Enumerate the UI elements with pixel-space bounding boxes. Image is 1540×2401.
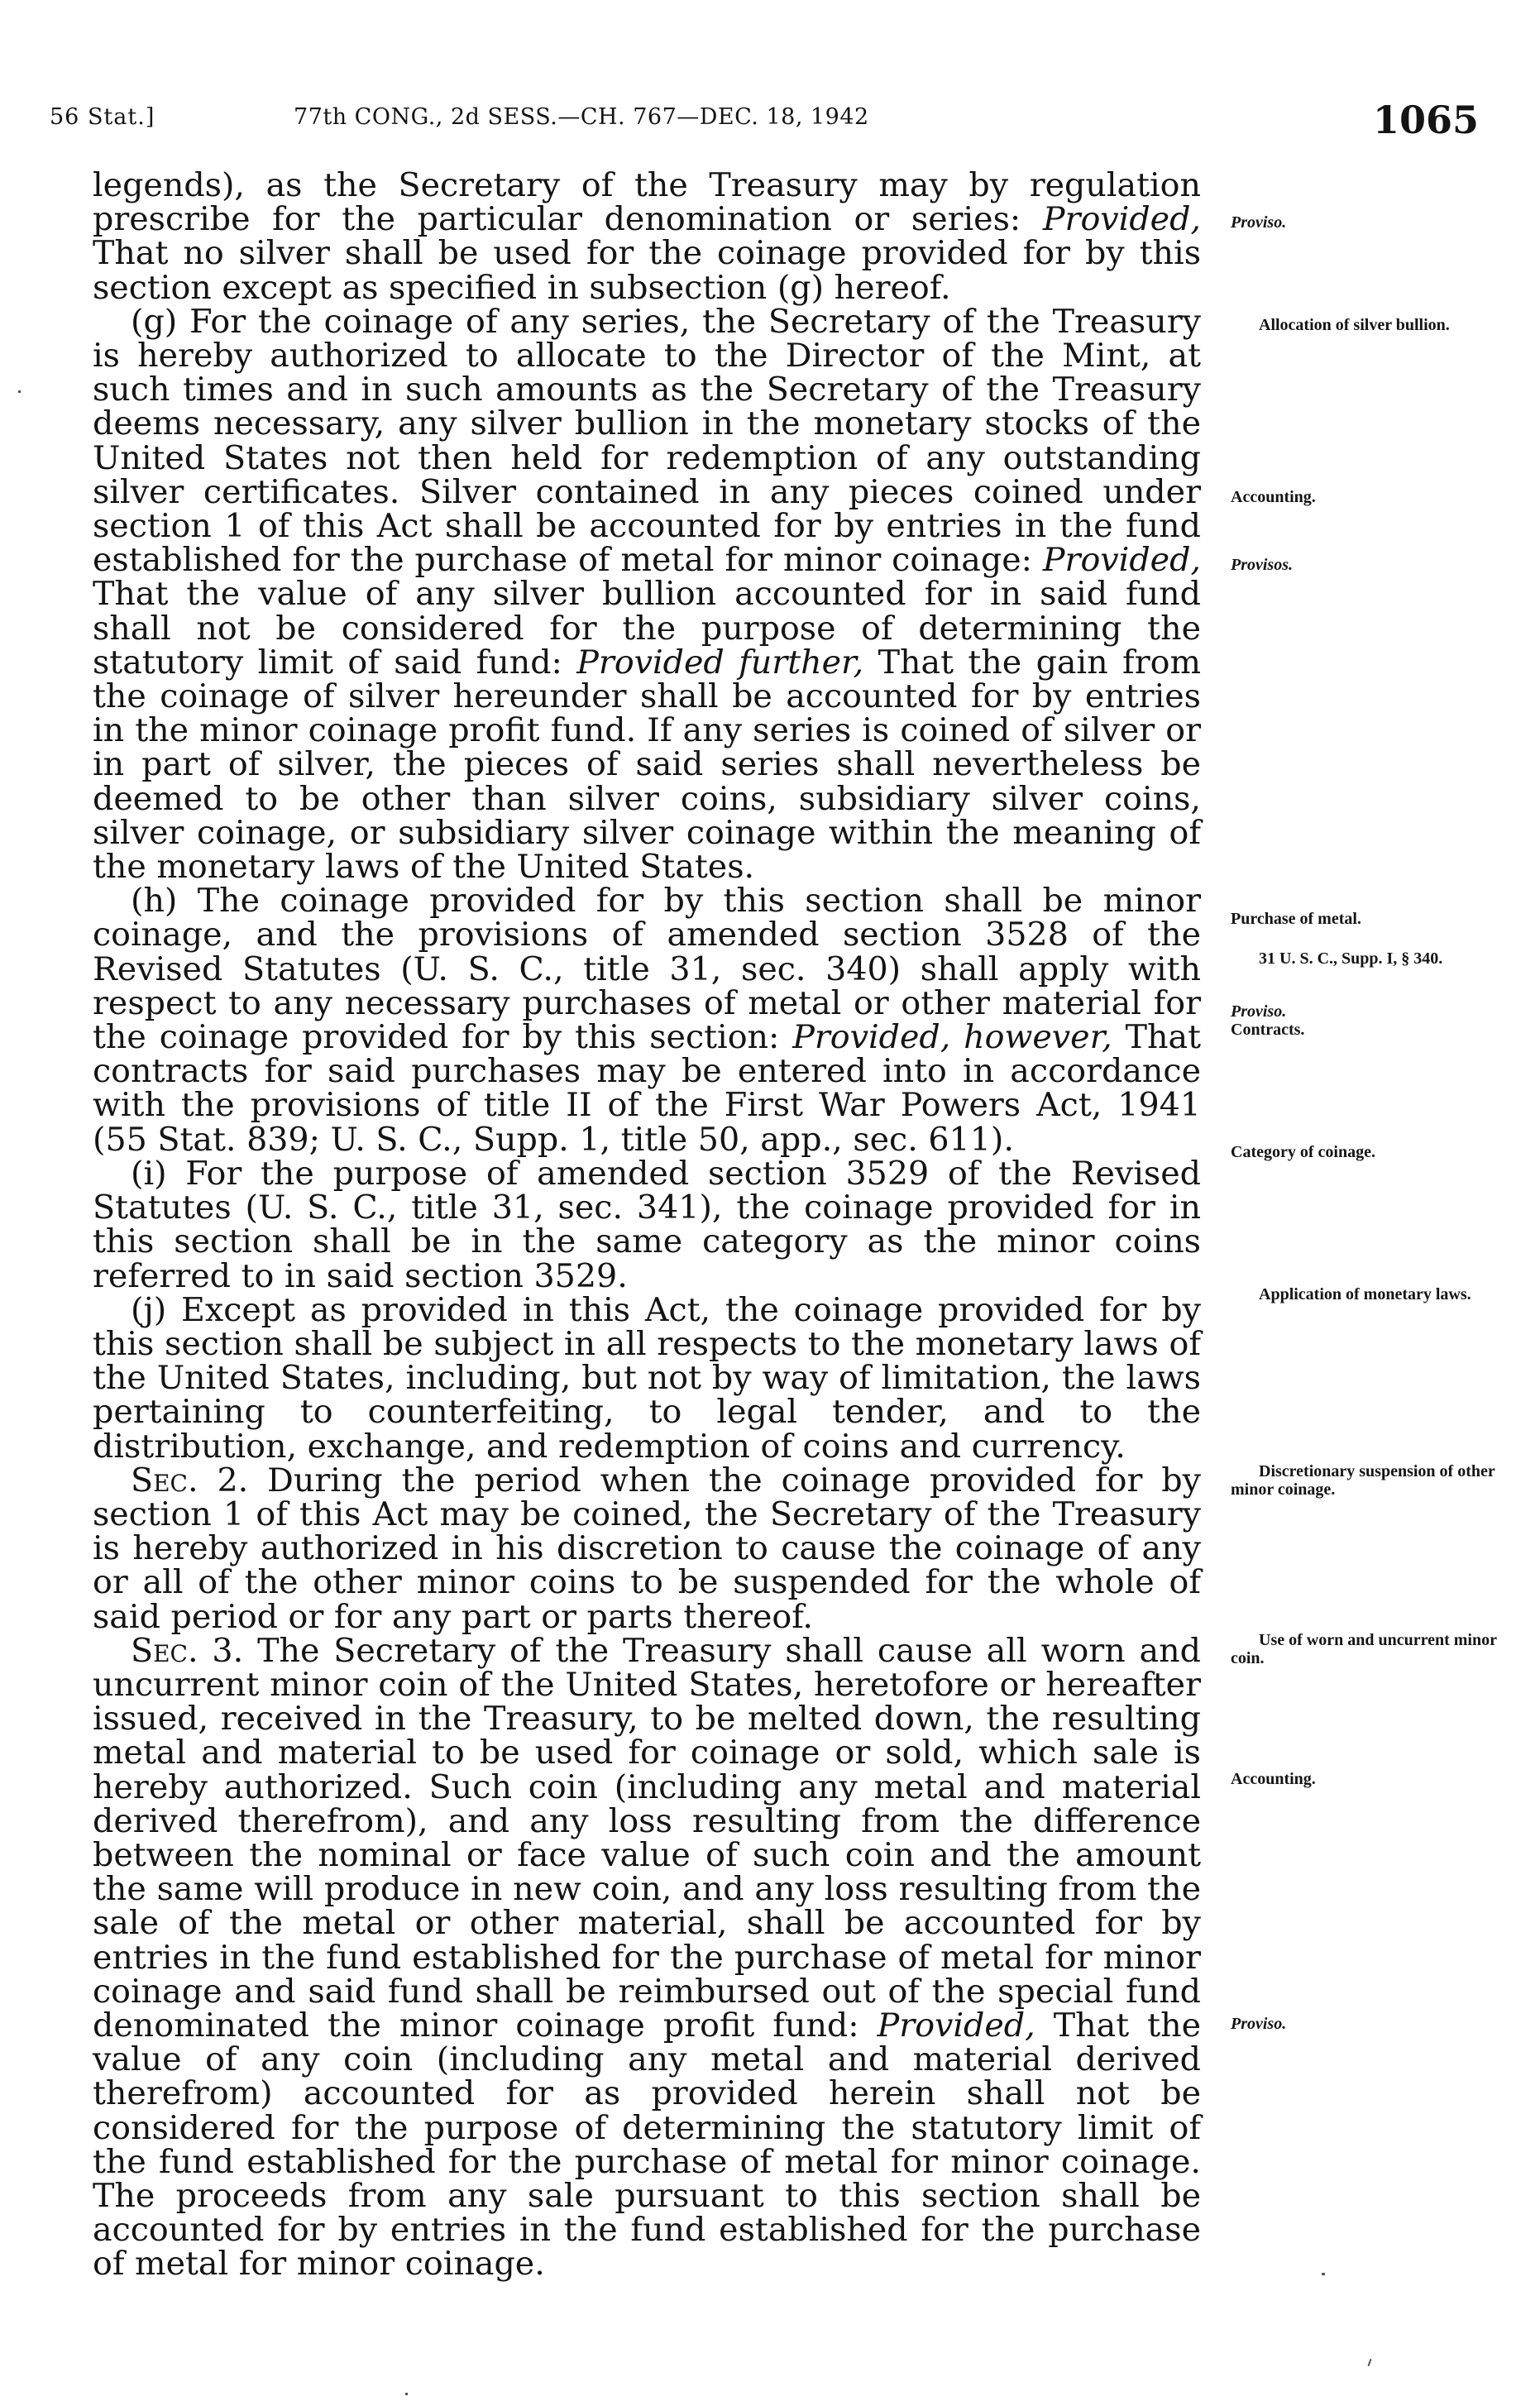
section-2: Sec. 2. During the period when the coinage provided for by section 1 of this Act may be coined, the Secretary of the Treasury is hereby authorized in his discretion to cause the coinage of any or all of the other minor coins to be suspended for the whole of said period or for any part or parts thereof. (93, 1461, 1202, 1636)
margin-note-proviso: Proviso. (1231, 213, 1287, 232)
margin-note-proviso: Proviso. (1231, 2015, 1287, 2033)
margin-note-application: Application of monetary laws. (1259, 1285, 1471, 1303)
paragraph-g: (g) For the coinage of any series, the Secretary of the Treasury is hereby authorized to allocate to the Director of the Mint, at such times and in such amounts as the Secretary of the Treasury deems necessary, any silver bullion in the monetary stocks of the United States not then held for redemption of any outstanding silver certificates. Silver contained in any pieces coined under section 1 of this Act shall be accounted for by entries in the fund established for the purchase of metal for minor coinage: Provided, That the value of any silver bullion accounted for in said fund shall not be considered for the purpose of determining the statutory limit of said fund: Provided further, That the gain from the coinage of silver hereunder shall be accounted for by entries in the minor coinage profit fund. If any series is coined of silver or in part of silver, the pieces of said series shall nevertheless be deemed to be other than silver coins, subsidiary silver coins, silver coinage, or subsidiary silver coinage within the meaning of the monetary laws of the United States. (93, 302, 1201, 887)
margin-note-discretionary: Discretionary suspension of other minor coinage. (1231, 1462, 1495, 1499)
running-head (0, 98, 1540, 147)
paragraph-i: (i) For the purpose of amended section 3529 of the Revised Statutes (U. S. C., title 31, sec. 341), the coinage provided for in this section shall be in the same category as the minor coins referred to in said section 3529. (93, 1154, 1201, 1295)
paragraph-f-continued: legends), as the Secretary of the Treasury may by regulation prescribe for the particular denomination or series: Provided, That no silver shall be used for the coinage provided for by this section except as specified in subsection (g) hereof. (93, 166, 1201, 307)
margin-note-allocation: Allocation of silver bullion. (1259, 316, 1450, 334)
margin-note-accounting: Accounting. (1231, 488, 1316, 506)
margin-note-provisos: Provisos. (1231, 556, 1293, 574)
section-3: Sec. 3. The Secretary of the Treasury shall cause all worn and uncurrent minor coin of the United States, heretofore or hereafter issued, received in the Treasury, to be melted down, the resulting metal and material to be used for coinage or sold, which sale is hereby authorized. Such coin (including any metal and material derived therefrom), and any loss resulting from the difference between the nominal or face value of such coin and the amount the same will produce in new coin, and any loss resulting from the sale of the metal or other material, shall be accounted for by entries in the fund established for the purchase of metal for minor coinage and said fund shall be reimbursed out of the special fund denominated the minor coinage profit fund: Provided, That the value of any coin (including any metal and material derived therefrom) accounted for as provided herein shall not be considered for the purpose of determining the statutory limit of the fund established for the purchase of metal for minor coinage. The proceeds from any sale pursuant to this section shall be accounted for by entries in the fund established for the purchase of metal for minor coinage. (93, 1631, 1201, 2284)
margin-note-use-of-worn-coin: Use of worn and uncurrent minor coin. (1231, 1631, 1497, 1667)
margin-note-proviso-contracts: Proviso. Contracts. (1231, 1002, 1305, 1039)
scan-speck (18, 390, 21, 393)
section-label: Sec. 2. (131, 1461, 249, 1499)
paragraph-j: (j) Except as provided in this Act, the coinage provided for by this section shall be subject in all respects to the monetary laws of the United States, including, but not by way of limitation, the laws pertaining to counterfeiting, to legal tender, and to the distribution, exchange, and redemption of coins and currency. (93, 1290, 1201, 1466)
margin-note-purchase-of-metal: Purchase of metal. (1231, 910, 1361, 928)
scan-speck (405, 2393, 408, 2395)
page-number: 1065 (1373, 98, 1480, 142)
congress-session-line: 77th CONG., 2d SESS.—CH. 767—DEC. 18, 1942 (294, 104, 869, 130)
scan-speck (1322, 2273, 1325, 2275)
statute-volume: 56 Stat.] (50, 104, 155, 130)
margin-note-accounting: Accounting. (1231, 1770, 1316, 1788)
margin-note-usc-reference: 31 U. S. C., Supp. I, § 340. (1259, 949, 1443, 968)
scan-speck (1368, 2359, 1372, 2366)
section-label: Sec. 3. (131, 1631, 244, 1670)
body-text (93, 166, 1202, 2284)
margin-note-category: Category of coinage. (1231, 1143, 1375, 1161)
paragraph-h: (h) The coinage provided for by this section shall be minor coinage, and the provisions of amended section 3528 of the Revised Statutes (U. S. C., title 31, sec. 340) shall apply with respect to any necessary purchases of metal or other material for the coinage provided for by this section: Provided, however, That contracts for said purchases may be entered into in accordance with the provisions of title II of the First War Powers Act, 1941 (55 Stat. 839; U. S. C., Supp. 1, title 50, app., sec. 611). (93, 882, 1201, 1159)
